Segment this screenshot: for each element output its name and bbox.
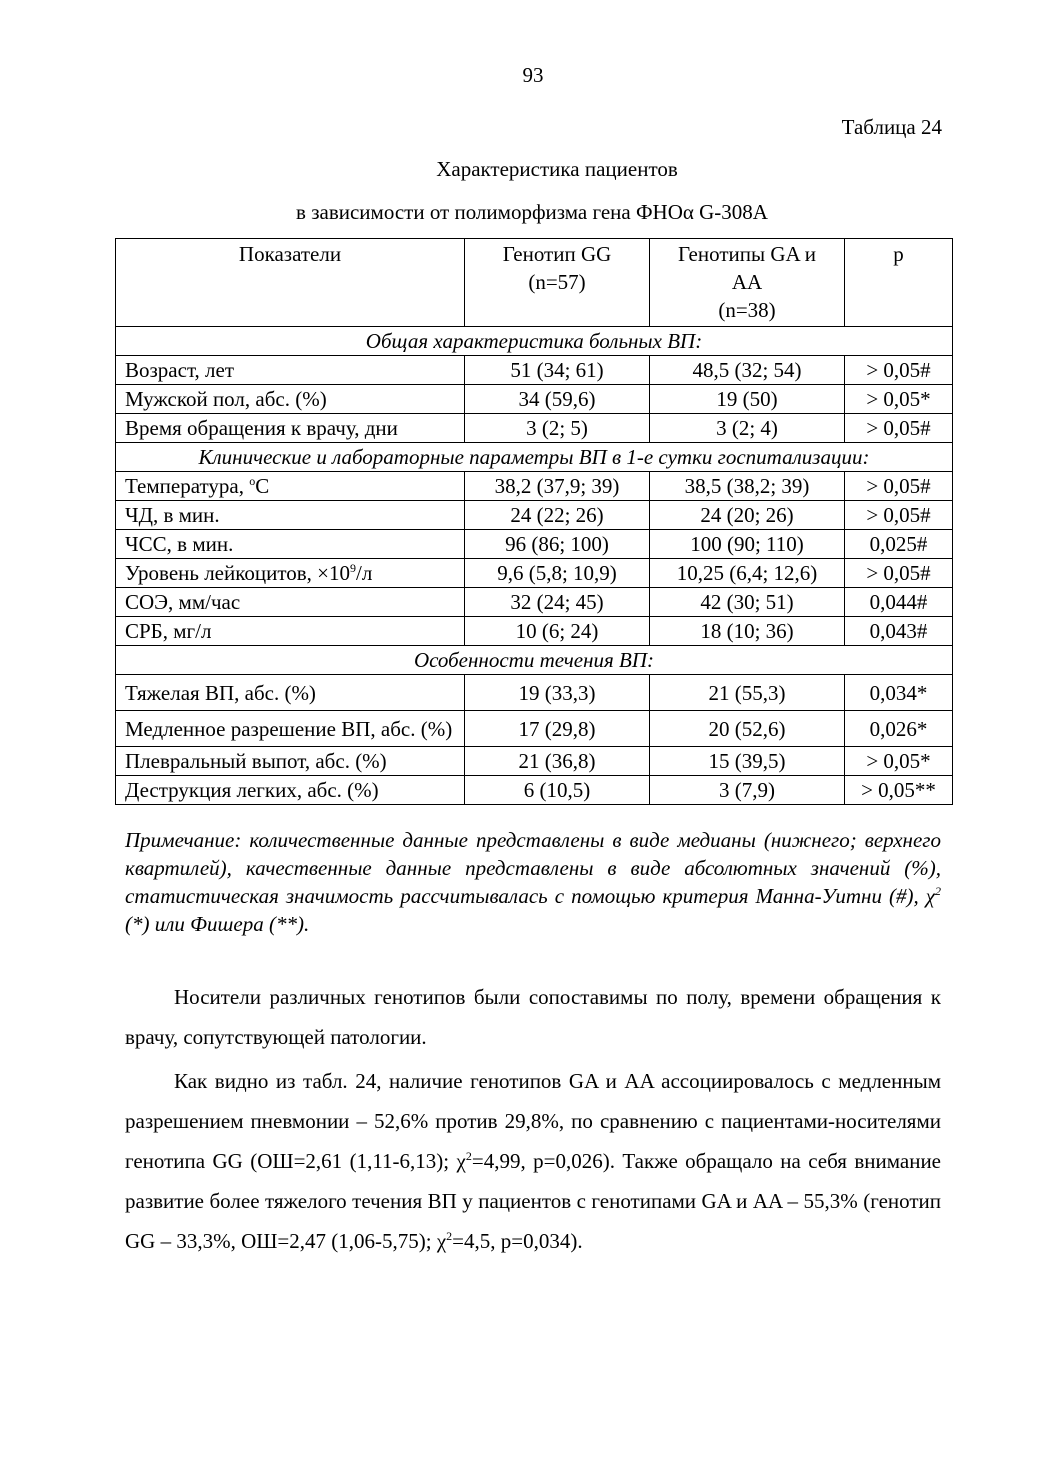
table-title-line1: Характеристика пациентов: [436, 157, 678, 181]
table-row: Уровень лейкоцитов, $\times 10^9/л$ 9,6 (5,8; 10,9) 10,25 (6,4; 12,6) > 0,05#: [116, 559, 953, 588]
table-row: Температура, $^о$С 38,2 (37,9; 39) 38,5 (38,2; 39) > 0,05#: [116, 472, 953, 501]
header-indicators: Показатели: [116, 239, 465, 327]
table-row: Время обращения к врачу, дни 3 (2; 5) 3 (2; 4) > 0,05#: [116, 414, 953, 443]
body-paragraph-1: Носители различных генотипов были сопоставимы по полу, времени обращения к врачу, сопутствующей патологии.: [125, 985, 941, 1049]
section-row: Общая характеристика больных ВП:: [116, 327, 953, 356]
table-row: СРБ, мг/л 10 (6; 24) 18 (10; 36) 0,043#: [116, 617, 953, 646]
header-genotype-gg: Генотип GG (n=57): [465, 239, 650, 327]
table-header-row: [116, 239, 953, 327]
table-row: Тяжелая ВП, абс. (%) 19 (33,3) 21 (55,3) 0,034*: [116, 675, 953, 711]
page-number: 93: [522, 63, 544, 87]
table-row: Мужской пол, абс. (%) 34 (59,6) 19 (50) > 0,05*: [116, 385, 953, 414]
body-paragraph-2: Как видно из табл. 24, наличие генотипов GA и AA ассоциировалось с медленным разрешением пневмонии – 52,6% против 29,8%, по сравнению с пациентами-носителями генотипа GG (ОШ=2,61 (1,11-6,13); $\chi^2=4,99$, p=0,026). Также обращало на себя внимание развитие более тяжелого течения ВП у пациентов с генотипами GA и AA – 55,3% (генотип GG – 33,3%, ОШ=2,47 (1,06-5,75); $\chi^2=4,5$, p=0,034).: [125, 1069, 942, 1253]
table-row: ЧСС, в мин. 96 (86; 100) 100 (90; 110) 0,025#: [116, 530, 953, 559]
table-label: Таблица 24: [841, 115, 942, 139]
table-row: Деструкция легких, абс. (%) 6 (10,5) 3 (7,9) > 0,05**: [116, 776, 953, 805]
table-note: Примечание: количественные данные представлены в виде медианы (нижнего; верхнего квартилей), качественные данные представлены в виде абсолютных значений (%), статистическая значимость рассчитывалась с помощью критерия Манна-Уитни (#), $\chi^2$ (*) или Фишера (**).: [125, 828, 941, 936]
section-row: Особенности течения ВП:: [116, 646, 953, 675]
section-row: Клинические и лабораторные параметры ВП в 1-е сутки госпитализации:: [116, 443, 953, 472]
table-row: Возраст, лет 51 (34; 61) 48,5 (32; 54) > 0,05#: [116, 356, 953, 385]
header-genotype-ga-aa: Генотипы GA и AA (n=38): [650, 239, 845, 327]
table-row: Плевральный выпот, абс. (%) 21 (36,8) 15 (39,5) > 0,05*: [116, 747, 953, 776]
table-title-line2: в зависимости от полиморфизма гена ФНОα G-308A: [296, 200, 768, 224]
table-row: СОЭ, мм/час 32 (24; 45) 42 (30; 51) 0,044#: [116, 588, 953, 617]
patient-characteristics-table: [115, 238, 953, 805]
header-p: p: [845, 239, 953, 327]
table-row: Медленное разрешение ВП, абс. (%) 17 (29,8) 20 (52,6) 0,026*: [116, 711, 953, 747]
table-row: ЧД, в мин. 24 (22; 26) 24 (20; 26) > 0,05#: [116, 501, 953, 530]
